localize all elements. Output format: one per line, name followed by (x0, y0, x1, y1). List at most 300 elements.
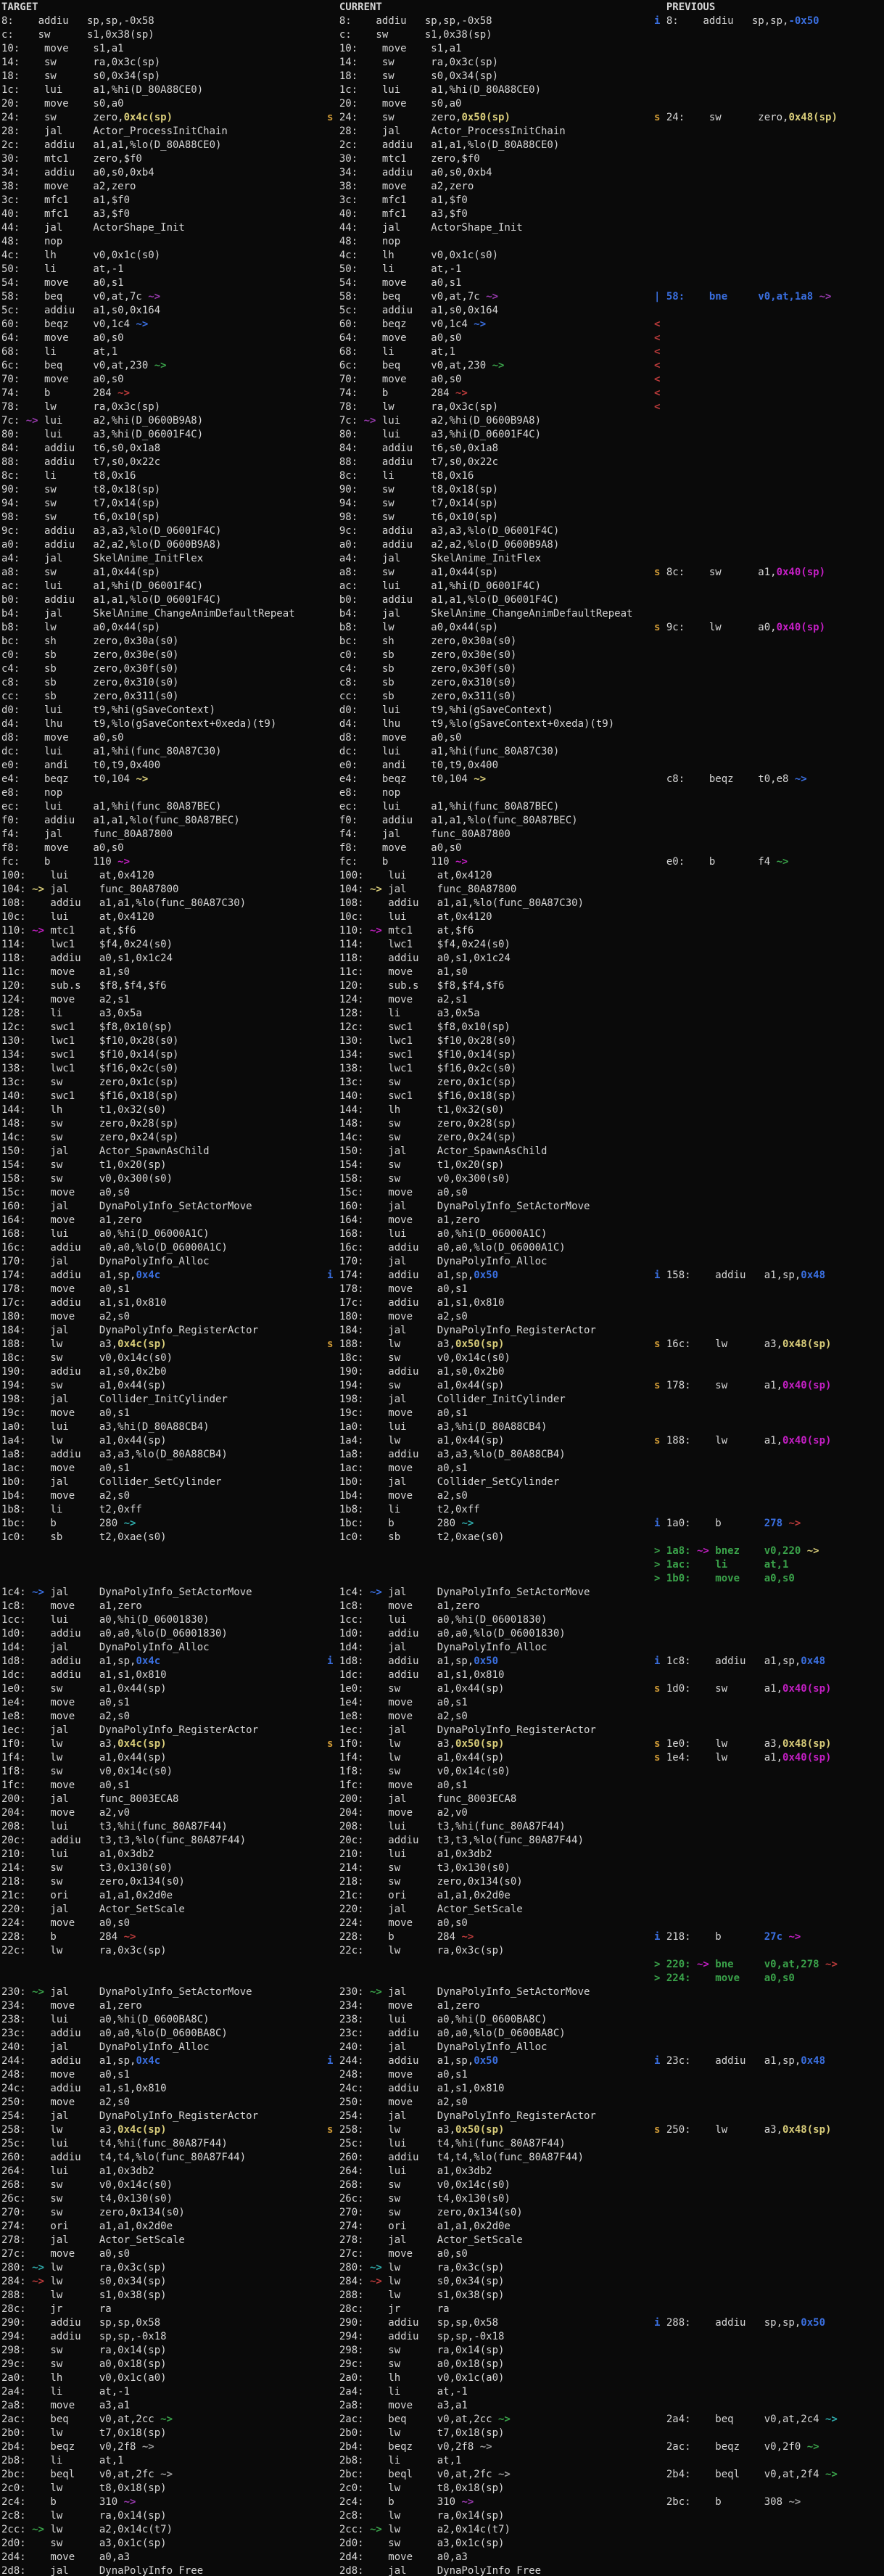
asm-row (0, 2096, 884, 2110)
current-cell: 15c: move a0,s0 (339, 1187, 468, 1198)
target-cell: 74: b 284 ~> (1, 387, 131, 399)
asm-row (0, 800, 884, 814)
target-cell: a4: jal SkelAnime_InitFlex (1, 553, 204, 564)
current-cell: 264: lui a1,0x3db2 (339, 2165, 492, 2177)
asm-row (0, 2137, 884, 2151)
asm-row (0, 2564, 884, 2576)
asm-row (0, 1903, 884, 1917)
current-cell: e4: beqz t0,104 ~> (339, 773, 487, 785)
target-cell: 94: sw t7,0x14(sp) (1, 498, 161, 509)
previous-cell: 2a4: beq v0,at,2c4 ~> (654, 2414, 838, 2425)
current-cell: i 244: addiu a1,sp,0x50 (327, 2055, 499, 2067)
asm-row (0, 1103, 884, 1117)
target-cell: 3c: mfc1 a1,$f0 (1, 194, 131, 206)
target-cell: 14c: sw zero,0x24(sp) (1, 1132, 179, 1143)
asm-row (0, 483, 884, 497)
asm-row (0, 1076, 884, 1090)
asm-row (0, 304, 884, 318)
asm-row (0, 1434, 884, 1448)
current-cell: 1a4: lw a1,0x44(sp) (339, 1435, 505, 1447)
asm-row (0, 1407, 884, 1420)
target-cell: 28c: jr ra (1, 2303, 112, 2315)
previous-cell: s 9c: lw a0,0x40(sp) (654, 622, 826, 633)
asm-row (0, 1875, 884, 1889)
asm-row (0, 1600, 884, 1613)
target-cell: 150: jal Actor_SpawnAsChild (1, 1145, 210, 1157)
target-cell: 288: lw s1,0x38(sp) (1, 2289, 167, 2301)
current-cell: 290: addiu sp,sp,0x58 (339, 2317, 499, 2329)
asm-row (0, 1379, 884, 1393)
current-cell: 29c: sw a0,0x18(sp) (339, 2358, 505, 2370)
current-cell: 20c: addiu t3,t3,%lo(func_80A87F44) (339, 1835, 584, 1846)
current-cell: 8c: li t8,0x16 (339, 470, 474, 482)
asm-row (0, 497, 884, 511)
asm-row (0, 690, 884, 704)
asm-row (0, 1986, 884, 1999)
asm-row (0, 731, 884, 745)
asm-row (0, 759, 884, 773)
current-cell: 7c: ~> lui a2,%hi(D_0600B9A8) (339, 415, 542, 427)
current-cell: 60: beqz v0,1c4 ~> (339, 318, 487, 330)
asm-row (0, 56, 884, 70)
target-cell: 138: lwc1 $f16,0x2c(s0) (1, 1063, 179, 1074)
target-cell: 1c4: ~> jal DynaPolyInfo_SetActorMove (1, 1587, 252, 1598)
previous-cell: > 224: move a0,s0 (654, 1972, 795, 1984)
target-cell: 260: addiu t4,t4,%lo(func_80A87F44) (1, 2152, 247, 2163)
target-cell: 278: jal Actor_SetScale (1, 2234, 185, 2246)
current-cell: 284: ~> lw s0,0x34(sp) (339, 2276, 505, 2287)
target-cell: 34: addiu a0,s0,0xb4 (1, 167, 154, 178)
target-cell: 1ec: jal DynaPolyInfo_RegisterActor (1, 1724, 259, 1736)
target-cell: 274: ori a1,a1,0x2d0e (1, 2221, 173, 2232)
asm-row (0, 1999, 884, 2013)
target-cell: 22c: lw ra,0x3c(sp) (1, 1945, 167, 1956)
asm-row (0, 828, 884, 841)
target-cell: bc: sh zero,0x30a(s0) (1, 635, 179, 647)
current-cell: 10: move s1,a1 (339, 43, 462, 54)
current-cell: 128: li a3,0x5a (339, 1008, 480, 1019)
asm-row (0, 1324, 884, 1338)
current-cell: 144: lh t1,0x32(s0) (339, 1104, 505, 1116)
asm-row (0, 2192, 884, 2206)
current-cell: 184: jal DynaPolyInfo_RegisterActor (339, 1325, 596, 1336)
current-cell: 3c: mfc1 a1,$f0 (339, 194, 468, 206)
current-cell: 114: lwc1 $f4,0x24(s0) (339, 939, 511, 950)
current-cell: s 24: sw zero,0x50(sp) (327, 112, 511, 123)
target-cell: 1c0: sb t2,0xae(s0) (1, 1531, 167, 1543)
asm-row (0, 1972, 884, 1986)
target-cell: 118: addiu a0,s1,0x1c24 (1, 952, 173, 964)
current-cell: 210: lui a1,0x3db2 (339, 1848, 492, 1860)
target-cell: f0: addiu a1,a1,%lo(func_80A87BEC) (1, 815, 240, 826)
asm-row (0, 1283, 884, 1296)
current-cell: 148: sw zero,0x28(sp) (339, 1118, 517, 1129)
current-cell: c8: sb zero,0x310(s0) (339, 677, 517, 688)
asm-row (0, 2468, 884, 2482)
asm-row (0, 111, 884, 125)
current-cell: 230: ~> jal DynaPolyInfo_SetActorMove (339, 1986, 590, 1998)
target-cell: 270: sw zero,0x134(s0) (1, 2207, 185, 2218)
current-cell: 138: lwc1 $f16,0x2c(s0) (339, 1063, 517, 1074)
asm-row (0, 2399, 884, 2413)
target-cell: 290: addiu sp,sp,0x58 (1, 2317, 161, 2329)
asm-row (0, 1517, 884, 1531)
current-cell: 64: move a0,s0 (339, 332, 462, 344)
target-cell: 1f8: sw v0,0x14c(s0) (1, 1766, 173, 1777)
asm-row (0, 1048, 884, 1062)
target-cell: 254: jal DynaPolyInfo_RegisterActor (1, 2110, 259, 2122)
target-cell: 140: swc1 $f16,0x18(sp) (1, 1090, 179, 1102)
asm-row (0, 2358, 884, 2371)
asm-row (0, 938, 884, 952)
current-cell: 10c: lui at,0x4120 (339, 911, 492, 923)
previous-cell: s 188: lw a1,0x40(sp) (654, 1435, 832, 1447)
current-cell: 100: lui at,0x4120 (339, 870, 492, 881)
asm-row (0, 1958, 884, 1972)
current-cell: a8: sw a1,0x44(sp) (339, 567, 499, 578)
target-cell: 20c: addiu t3,t3,%lo(func_80A87F44) (1, 1835, 247, 1846)
target-cell: 10: move s1,a1 (1, 43, 124, 54)
current-cell: 24c: addiu a1,s1,0x810 (339, 2083, 505, 2094)
current-cell: 2ac: beq v0,at,2cc ~> (339, 2414, 511, 2425)
target-cell: 2b4: beqz v0,2f8 ~> (1, 2441, 154, 2453)
current-cell: f8: move a0,s0 (339, 842, 462, 854)
target-cell: 1d4: jal DynaPolyInfo_Alloc (1, 1642, 210, 1653)
previous-cell: i 218: b 27c ~> (654, 1931, 801, 1943)
asm-row (0, 263, 884, 276)
asm-row (0, 511, 884, 524)
asm-row (0, 1779, 884, 1793)
target-cell: 2c8: lw ra,0x14(sp) (1, 2510, 167, 2522)
current-cell: 224: move a0,s0 (339, 1917, 468, 1929)
current-cell: 98: sw t6,0x10(sp) (339, 511, 499, 523)
asm-row (0, 1269, 884, 1283)
asm-row (0, 2330, 884, 2344)
target-cell: 144: lh t1,0x32(s0) (1, 1104, 167, 1116)
asm-row (0, 97, 884, 111)
asm-row (0, 1420, 884, 1434)
asm-row (0, 400, 884, 414)
asm-row (0, 1476, 884, 1489)
current-cell: 34: addiu a0,s0,0xb4 (339, 167, 492, 178)
asm-row (0, 456, 884, 469)
current-cell: 2d0: sw a3,0x1c(sp) (339, 2538, 505, 2549)
current-cell: 168: lui a0,%hi(D_06000A1C) (339, 1228, 548, 1240)
target-cell: 240: jal DynaPolyInfo_Alloc (1, 2041, 210, 2053)
current-cell: 14c: sw zero,0x24(sp) (339, 1132, 517, 1143)
asm-row (0, 1806, 884, 1820)
asm-row (0, 2289, 884, 2303)
asm-row (0, 2027, 884, 2041)
previous-cell: < (654, 318, 661, 330)
column-header-previous: PREVIOUS (654, 1, 716, 13)
asm-row (0, 2151, 884, 2165)
current-cell: 90: sw t8,0x18(sp) (339, 484, 499, 495)
current-cell: 1c8: move a1,zero (339, 1600, 480, 1612)
target-cell: 38: move a2,zero (1, 181, 136, 192)
current-cell: c4: sb zero,0x30f(s0) (339, 663, 517, 675)
asm-row (0, 1365, 884, 1379)
asm-row (0, 1145, 884, 1159)
current-cell: 9c: addiu a3,a3,%lo(D_06001F4C) (339, 525, 560, 537)
asm-row (0, 125, 884, 139)
asm-row (0, 1544, 884, 1558)
target-cell: b8: lw a0,0x44(sp) (1, 622, 161, 633)
target-cell: 180: move a2,s0 (1, 1311, 131, 1322)
asm-row (0, 28, 884, 42)
current-cell: 2cc: ~> lw a2,0x14c(t7) (339, 2524, 511, 2535)
target-cell: 154: sw t1,0x20(sp) (1, 1159, 167, 1171)
target-cell: 2ac: beq v0,at,2cc ~> (1, 2414, 173, 2425)
target-cell: 1bc: b 280 ~> (1, 1518, 136, 1529)
asm-row (0, 1793, 884, 1806)
current-cell: 2c8: lw ra,0x14(sp) (339, 2510, 505, 2522)
current-cell: i 1d8: addiu a1,sp,0x50 (327, 1655, 499, 1667)
current-cell: 1b0: jal Collider_SetCylinder (339, 1476, 560, 1488)
previous-cell: > 1ac: li at,1 (654, 1559, 789, 1571)
target-cell: 2d4: move a0,a3 (1, 2551, 131, 2563)
target-cell: 1e4: move a0,s1 (1, 1697, 131, 1708)
asm-row (0, 1310, 884, 1324)
asm-row (0, 676, 884, 690)
current-cell: 12c: swc1 $f8,0x10(sp) (339, 1021, 511, 1033)
current-cell: 58: beq v0,at,7c ~> (339, 291, 499, 303)
asm-row (0, 552, 884, 566)
previous-cell: i 1c8: addiu a1,sp,0x48 (654, 1655, 826, 1667)
current-cell: ec: lui a1,%hi(func_80A87BEC) (339, 801, 560, 812)
asm-row (0, 566, 884, 580)
asm-row (0, 2165, 884, 2178)
current-cell: 19c: move a0,s1 (339, 1407, 468, 1419)
target-cell: 100: lui at,0x4120 (1, 870, 154, 881)
target-cell: 130: lwc1 $f10,0x28(s0) (1, 1035, 179, 1047)
current-cell: 17c: addiu a1,s1,0x810 (339, 1297, 505, 1309)
current-cell: f0: addiu a1,a1,%lo(func_80A87BEC) (339, 815, 578, 826)
asm-row (0, 1489, 884, 1503)
current-cell: 1ec: jal DynaPolyInfo_RegisterActor (339, 1724, 596, 1736)
asm-row (0, 2303, 884, 2316)
previous-cell: > 220: ~> bne v0,at,278 ~> (654, 1959, 838, 1970)
current-cell: 18: sw s0,0x34(sp) (339, 70, 499, 82)
current-cell: 200: jal func_8003ECA8 (339, 1793, 517, 1805)
target-cell: 18c: sw v0,0x14c(s0) (1, 1352, 173, 1364)
asm-row (0, 1214, 884, 1227)
current-cell: a0: addiu a2,a2,%lo(D_0600B9A8) (339, 539, 560, 551)
previous-cell: < (654, 374, 661, 385)
target-cell: 108: addiu a1,a1,%lo(func_80A87C30) (1, 897, 247, 909)
asm-row (0, 2054, 884, 2068)
current-cell: cc: sb zero,0x311(s0) (339, 691, 517, 702)
target-cell: 2d0: sw a3,0x1c(sp) (1, 2538, 167, 2549)
target-cell: 2c: addiu a1,a1,%lo(D_80A88CE0) (1, 139, 222, 151)
current-cell: 108: addiu a1,a1,%lo(func_80A87C30) (339, 897, 584, 909)
previous-cell: < (654, 332, 661, 344)
target-cell: 1a4: lw a1,0x44(sp) (1, 1435, 167, 1447)
current-cell: c: sw s1,0x38(sp) (339, 29, 492, 41)
target-cell: d8: move a0,s0 (1, 732, 124, 744)
asm-row (0, 359, 884, 373)
current-cell: 21c: ori a1,a1,0x2d0e (339, 1890, 511, 1901)
current-cell: 13c: sw zero,0x1c(sp) (339, 1077, 517, 1088)
current-cell: b4: jal SkelAnime_ChangeAnimDefaultRepeat (339, 608, 633, 620)
current-cell: e0: andi t0,t9,0x400 (339, 760, 499, 771)
previous-cell: < (654, 346, 661, 358)
target-cell: 54: move a0,s1 (1, 277, 124, 289)
current-cell: 1f8: sw v0,0x14c(s0) (339, 1766, 511, 1777)
asm-row (0, 924, 884, 938)
asm-row (0, 1820, 884, 1834)
target-cell: dc: lui a1,%hi(func_80A87C30) (1, 746, 222, 757)
current-cell: 16c: addiu a0,a0,%lo(D_06000A1C) (339, 1242, 566, 1254)
current-cell: 68: li at,1 (339, 346, 456, 358)
asm-row (0, 332, 884, 345)
current-cell: 194: sw a1,0x44(sp) (339, 1380, 505, 1391)
target-cell: 2a4: li at,-1 (1, 2386, 131, 2398)
current-cell: 158: sw v0,0x300(s0) (339, 1173, 511, 1185)
asm-row (0, 1889, 884, 1903)
asm-row (0, 2523, 884, 2537)
current-cell: 88: addiu t7,s0,0x22c (339, 456, 499, 468)
current-cell: 118: addiu a0,s1,0x1c24 (339, 952, 511, 964)
current-cell: 11c: move a1,s0 (339, 966, 468, 978)
current-cell: 2b0: lw t7,0x18(sp) (339, 2427, 505, 2439)
previous-cell: < (654, 360, 661, 371)
asm-row (0, 2440, 884, 2454)
asm-row (0, 387, 884, 400)
current-cell: ac: lui a1,%hi(D_06001F4C) (339, 580, 542, 592)
current-cell: i 174: addiu a1,sp,0x50 (327, 1270, 499, 1281)
asm-row (0, 1062, 884, 1076)
asm-row (0, 290, 884, 304)
asm-row (0, 2220, 884, 2234)
current-cell: 190: addiu a1,s0,0x2b0 (339, 1366, 505, 1378)
asm-row (0, 1338, 884, 1351)
target-cell: 6c: beq v0,at,230 ~> (1, 360, 167, 371)
current-cell: 270: sw zero,0x134(s0) (339, 2207, 523, 2218)
previous-cell: s 178: sw a1,0x40(sp) (654, 1380, 832, 1391)
current-cell: 228: b 284 ~> (339, 1931, 474, 1943)
target-cell: 158: sw v0,0x300(s0) (1, 1173, 173, 1185)
asm-row (0, 773, 884, 786)
target-cell: 1d0: addiu a0,a0,%lo(D_06001830) (1, 1628, 228, 1639)
current-cell: 48: nop (339, 236, 401, 247)
target-cell: 2c4: b 310 ~> (1, 2496, 136, 2508)
target-cell: 78: lw ra,0x3c(sp) (1, 401, 161, 413)
asm-row (0, 2537, 884, 2551)
current-cell: 130: lwc1 $f10,0x28(s0) (339, 1035, 517, 1047)
target-cell: 20: move s0,a0 (1, 98, 124, 110)
target-cell: 44: jal ActorShape_Init (1, 222, 185, 234)
asm-row (0, 235, 884, 249)
asm-row (0, 2371, 884, 2385)
asm-row (0, 1655, 884, 1668)
target-cell: 2c0: lw t8,0x18(sp) (1, 2482, 167, 2494)
asm-row (0, 1117, 884, 1131)
current-cell: 22c: lw ra,0x3c(sp) (339, 1945, 505, 1956)
target-cell: 198: jal Collider_InitCylinder (1, 1394, 228, 1405)
asm-row (0, 469, 884, 483)
asm-row (0, 1641, 884, 1655)
target-cell: 248: move a0,s1 (1, 2069, 131, 2081)
target-cell: ec: lui a1,%hi(func_80A87BEC) (1, 801, 222, 812)
asm-row (0, 2013, 884, 2027)
asm-row (0, 152, 884, 166)
target-cell: 12c: swc1 $f8,0x10(sp) (1, 1021, 173, 1033)
previous-cell: s 1e4: lw a1,0x40(sp) (654, 1752, 832, 1764)
asm-row (0, 1586, 884, 1600)
asm-row (0, 1765, 884, 1779)
previous-cell: c8: beqz t0,e8 ~> (654, 773, 807, 785)
target-cell: d0: lui t9,%hi(gSaveContext) (1, 704, 216, 716)
asm-row (0, 1227, 884, 1241)
target-cell: 170: jal DynaPolyInfo_Alloc (1, 1256, 210, 1267)
target-cell: 104: ~> jal func_80A87800 (1, 884, 179, 895)
current-cell: 178: move a0,s1 (339, 1283, 468, 1295)
asm-row (0, 249, 884, 263)
current-cell: 204: move a2,v0 (339, 1807, 468, 1819)
asm-row (0, 649, 884, 662)
column-header-target: TARGET (1, 1, 38, 13)
current-cell: 170: jal DynaPolyInfo_Alloc (339, 1256, 548, 1267)
asm-row (0, 2206, 884, 2220)
current-cell: 1b4: move a2,s0 (339, 1490, 468, 1502)
current-cell: f4: jal func_80A87800 (339, 828, 511, 840)
previous-cell: s 1d0: sw a1,0x40(sp) (654, 1683, 832, 1695)
previous-cell: i 288: addiu sp,sp,0x50 (654, 2317, 826, 2329)
current-cell: 1b8: li t2,0xff (339, 1504, 480, 1515)
asm-row (0, 621, 884, 635)
target-cell: 160: jal DynaPolyInfo_SetActorMove (1, 1201, 252, 1212)
target-cell: 1b8: li t2,0xff (1, 1504, 142, 1515)
asm-row (0, 993, 884, 1007)
previous-cell: s 250: lw a3,0x48(sp) (654, 2124, 832, 2136)
asm-row (0, 2427, 884, 2440)
asm-row (0, 2454, 884, 2468)
asm-row (0, 869, 884, 883)
asm-row (0, 2385, 884, 2399)
target-cell: 204: move a2,v0 (1, 1807, 131, 1819)
current-cell: dc: lui a1,%hi(func_80A87C30) (339, 746, 560, 757)
asm-row (0, 428, 884, 442)
target-cell: fc: b 110 ~> (1, 856, 131, 868)
asm-row (0, 2316, 884, 2330)
asm-row (0, 1186, 884, 1200)
current-cell: 110: ~> mtc1 at,$f6 (339, 925, 474, 937)
asm-row (0, 1724, 884, 1737)
current-cell: 280: ~> lw ra,0x3c(sp) (339, 2262, 505, 2273)
previous-cell: > 1b0: move a0,s0 (654, 1573, 795, 1584)
current-cell: 208: lui t3,%hi(func_80A87F44) (339, 1821, 566, 1832)
asm-row (0, 2509, 884, 2523)
asm-row (0, 1241, 884, 1255)
target-cell: 88: addiu t7,s0,0x22c (1, 456, 161, 468)
asm-row (0, 414, 884, 428)
target-cell: 26c: sw t4,0x130(s0) (1, 2193, 173, 2205)
asm-row (0, 1668, 884, 1682)
current-cell: 278: jal Actor_SetScale (339, 2234, 523, 2246)
asm-row (0, 841, 884, 855)
asm-row (0, 910, 884, 924)
previous-cell: s 16c: lw a3,0x48(sp) (654, 1338, 832, 1350)
asm-row (0, 1848, 884, 1861)
current-cell: 5c: addiu a1,s0,0x164 (339, 305, 499, 316)
target-cell: 234: move a1,zero (1, 2000, 142, 2012)
current-cell: 220: jal Actor_SetScale (339, 1904, 523, 1915)
asm-row (0, 1558, 884, 1572)
previous-cell: i 1a0: b 278 ~> (654, 1518, 801, 1529)
target-cell: 1a0: lui a3,%hi(D_80A88CB4) (1, 1421, 210, 1433)
target-cell: 15c: move a0,s0 (1, 1187, 131, 1198)
